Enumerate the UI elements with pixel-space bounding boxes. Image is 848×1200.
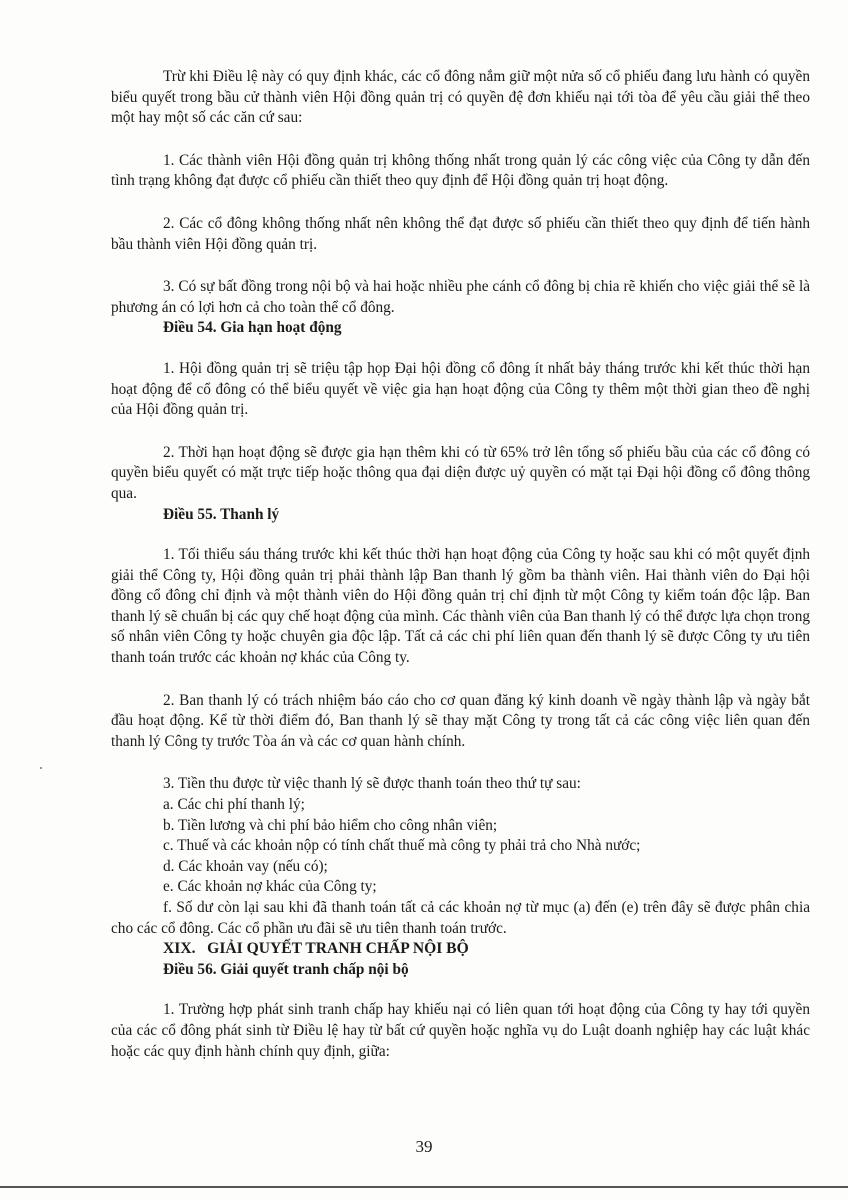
article-55-sub-item-d: d. Các khoản vay (nếu có); xyxy=(163,857,328,875)
article-55-sub-item-e: e. Các khoản nợ khác của Công ty; xyxy=(163,878,377,896)
page-number: 39 xyxy=(415,1137,433,1156)
article-55-item-2: 2. Ban thanh lý có trách nhiệm báo cáo cho cơ quan đăng ký kinh doanh về ngày thành lập và ngày bắt đầu hoạt động. Kể từ thời điểm đó, Ban thanh lý sẽ thay mặt Công ty trong tất cả các công việc liên quan đến thanh lý Công ty trước Tòa án và các cơ quan hành chính. xyxy=(111,691,810,750)
article-54-item-2: 2. Thời hạn hoạt động sẽ được gia hạn thêm khi có từ 65% trở lên tổng số phiếu bầu của các cổ đông có quyền biểu quyết có mặt trực tiếp hoặc thông qua đại diện được uỷ quyền có mặt tại Đại hội đồng cổ đông thông qua. xyxy=(111,443,810,502)
article-55-sub-item-c: c. Thuế và các khoản nộp có tính chất thuế mà công ty phải trả cho Nhà nước; xyxy=(163,837,641,855)
article-55-item-3-intro: 3. Tiền thu được từ việc thanh lý sẽ được thanh toán theo thứ tự sau: xyxy=(163,775,581,793)
article-56-item-1: 1. Trường hợp phát sinh tranh chấp hay khiếu nại có liên quan tới hoạt động của Công ty hay tới quyền của các cổ đông phát sinh từ Điều lệ hay từ bất cứ quyền hoặc nghĩa vụ do Luật doanh nghiệp hay các luật khác hoặc các quy định hành chính quy định, giữa: xyxy=(111,1001,810,1060)
article-55-heading: Điều 55. Thanh lý xyxy=(163,505,280,523)
intro-paragraph: Trừ khi Điều lệ này có quy định khác, các cổ đông nắm giữ một nửa số cổ phiếu đang lưu hành có quyền biểu quyết trong bầu cử thành viên Hội đồng quản trị có quyền đệ đơn khiếu nại tới tòa để yêu cầu giải thể theo một hay một số các căn cứ sau: xyxy=(111,68,810,127)
article-56-heading: Điều 56. Giải quyết tranh chấp nội bộ xyxy=(163,960,409,978)
document-body xyxy=(111,67,810,1062)
intro-item-3: 3. Có sự bất đồng trong nội bộ và hai hoặc nhiều phe cánh cổ đông bị chia rẽ khiến cho việc giải thể sẽ là phương án có lợi hơn cả cho toàn thể cổ đông. xyxy=(111,278,810,316)
article-55-sub-item-a: a. Các chi phí thanh lý; xyxy=(163,796,305,814)
article-55-sub-item-b: b. Tiền lương và chi phí bảo hiểm cho công nhân viên; xyxy=(163,816,498,834)
intro-item-2: 2. Các cổ đông không thống nhất nên không thể đạt được số phiếu cần thiết theo quy định để tiến hành bầu thành viên Hội đồng quản trị. xyxy=(111,214,810,253)
page-bottom-edge xyxy=(0,1186,848,1188)
section-xix-title: XIX. GIẢI QUYẾT TRANH CHẤP NỘI BỘ xyxy=(163,940,469,958)
scan-speck xyxy=(40,767,42,769)
article-55-item-1: 1. Tối thiểu sáu tháng trước khi kết thúc thời hạn hoạt động của Công ty hoặc sau khi có một quyết định giải thể Công ty, Hội đồng quản trị phải thành lập Ban thanh lý gồm ba thành viên. Hai thành viên do Đại hội đồng cổ đông chỉ định và một thành viên do Hội đồng quản trị chỉ định từ một Công ty kiểm toán độc lập. Ban thanh lý sẽ chuẩn bị các quy chế hoạt động của mình. Các thành viên của Ban thanh lý có thể được lựa chọn trong số nhân viên Công ty hoặc chuyên gia độc lập. Tất cả các chi phí liên quan đến thanh lý sẽ được Công ty ưu tiên thanh toán trước các khoản nợ khác của Công ty. xyxy=(111,546,810,667)
article-55-sub-item-f: f. Số dư còn lại sau khi đã thanh toán tất cả các khoản nợ từ mục (a) đến (e) trên đây sẽ được phân chia cho các cổ đông. Các cổ phần ưu đãi sẽ ưu tiên thanh toán trước. xyxy=(111,899,810,937)
article-54-heading: Điều 54. Gia hạn hoạt động xyxy=(163,319,342,337)
intro-item-1: 1. Các thành viên Hội đồng quản trị không thống nhất trong quản lý các công việc của Công ty dẫn đến tình trạng không đạt được cổ phiếu cần thiết theo quy định để Hội đồng quản trị hoạt động. xyxy=(111,151,810,190)
article-54-item-1: 1. Hội đồng quản trị sẽ triệu tập họp Đại hội đồng cổ đông ít nhất bảy tháng trước khi kết thúc thời hạn hoạt động để cổ đông có thể biểu quyết về việc gia hạn hoạt động của Công ty thêm một thời gian theo đề nghị của Hội đồng quản trị. xyxy=(111,359,810,419)
